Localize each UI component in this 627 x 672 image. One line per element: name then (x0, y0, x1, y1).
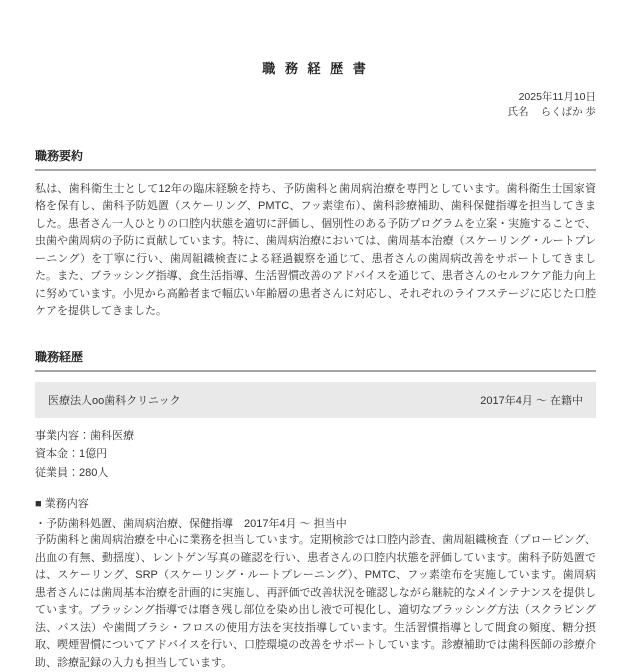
applicant-name-line (35, 105, 596, 120)
section-heading-history: 職務経歴 (35, 348, 596, 372)
applicant-name: らくぱか 歩 (540, 106, 596, 118)
fact-capital: 資本金：1億円 (35, 448, 108, 461)
employer-name: 医療法人oo歯科クリニック (48, 394, 181, 407)
document-title: 職 務 経 歴 書 (262, 61, 369, 76)
duties-heading: ■ 業務内容 (35, 498, 89, 511)
employer-box (35, 382, 596, 418)
document-date: 2025年11月10日 (518, 91, 596, 103)
duties-role-line: ・予防歯科処置、歯周病治療、保健指導 2017年4月 〜 担当中 (35, 518, 347, 531)
fact-business: 事業内容：歯科医療 (35, 429, 134, 442)
section-heading-summary: 職務要約 (35, 147, 596, 171)
document-meta (35, 90, 596, 120)
employment-period: 2017年4月 〜 在籍中 (480, 394, 583, 407)
company-facts (35, 427, 596, 483)
summary-paragraph: 私は、歯科衛生士として12年の臨床経験を持ち、予防歯科と歯周病治療を専門としています。歯科衛生士国家資格を保有し、歯科予防処置（スケーリング、PMTC、フッ素塗布）、歯科診療補助、歯科保健指導を担当してきました。患者さん一人ひとりの口腔内状態を適切に評価し、個別性のある予防プログラムを立案・実施することで、虫歯や歯周病の予防に貢献しています。特に、歯周病治療においては、歯周基本治療（スケーリング・ルートプレーニング）を丁寧に行い、歯周組織検査による経過観察を通じて、患者さんの歯周病改善をサポートしてきました。また、ブラッシング指導、食生活指導、生活習慣改善のアドバイスを通じて、患者さんのセルフケア能力向上に努めています。小児から高齢者まで幅広い年齢層の患者さんに対応し、それぞれのライフステージに応じた口腔ケアを提供してきました。 (35, 182, 596, 318)
name-label: 氏名 (507, 106, 529, 118)
fact-employees: 従業員：280人 (35, 466, 109, 479)
duties-paragraph: 予防歯科と歯周病治療を中心に業務を担当しています。定期検診では口腔内診査、歯周組織検査（プロービング、出血の有無、動揺度）、レントゲン写真の確認を行い、患者さんの口腔内状態を評価しています。歯科予防処置では、スケーリング、SRP（スケーリング・ルートプレーニング）、PMTC、フッ素塗布を実施しています。歯周病患者さんには歯周基本治療を計画的に実施し、再評価で改善状況を確認しながら継続的なメインテナンスを提供しています。ブラッシング指導では磨き残し部位を染め出し液で可視化し、適切なブラッシング方法（スクラビング法、バス法）や歯間ブラシ・フロスの使用方法を実技指導しています。生活習慣指導として間食の頻度、糖分摂取、喫煙習慣についてアドバイスを行い、口腔環境の改善をサポートしています。診療補助では歯科医師の診療介助、診療記録の入力も担当しています。 (35, 534, 596, 669)
